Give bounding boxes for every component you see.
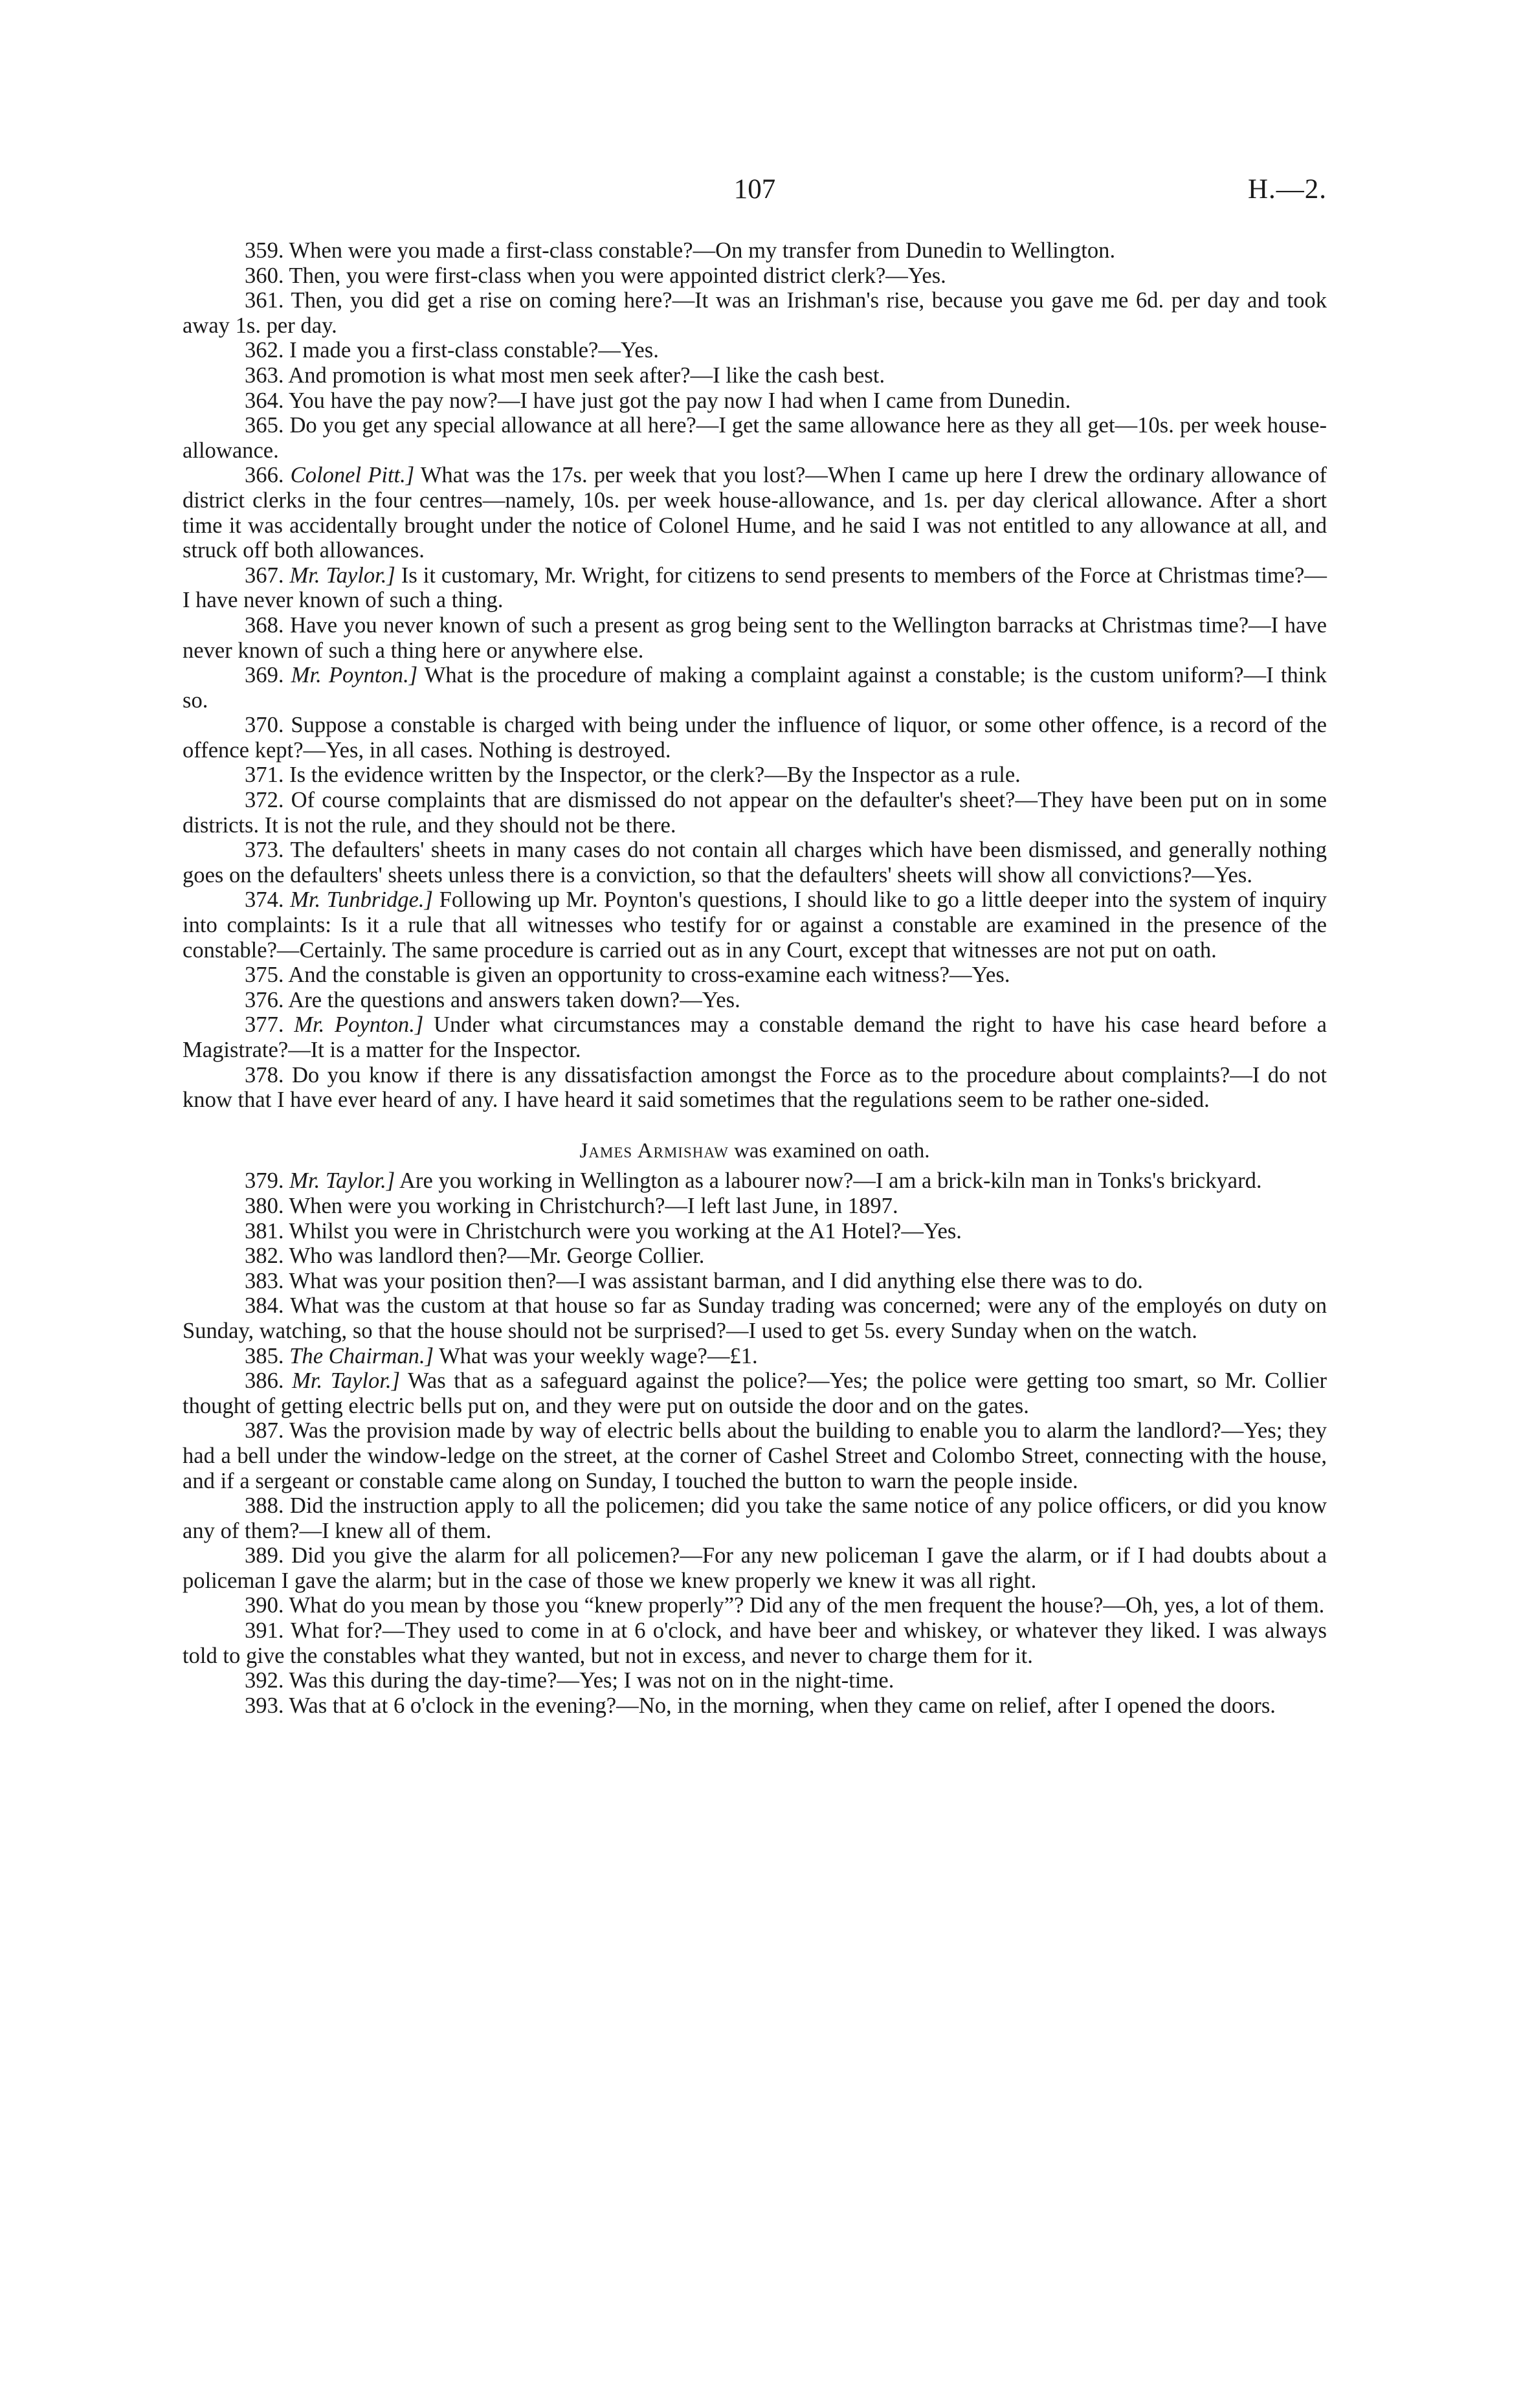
witness-heading-rest: was examined on oath.: [734, 1139, 930, 1163]
question-text: 390. What do you mean by those you “knew properly”? Did any of the men frequent the house?—Oh, yes, a lot of them.: [245, 1593, 1325, 1618]
witness-name: James Armishaw: [579, 1139, 729, 1163]
question-paragraph: [183, 1344, 1327, 1369]
question-text: 375. And the constable is given an opportunity to cross-examine each witness?—Yes.: [245, 963, 1010, 988]
question-paragraph: [183, 788, 1327, 838]
question-paragraph: [183, 1493, 1327, 1543]
question-paragraph: [183, 1593, 1327, 1618]
question-paragraph: [183, 238, 1327, 263]
question-paragraph: [183, 838, 1327, 887]
question-paragraph: [183, 463, 1327, 563]
question-text: 362. I made you a first-class constable?—Yes.: [245, 338, 659, 363]
question-text: 373. The defaulters' sheets in many cases do not contain all charges which have been dismissed, and generally nothing goes on the defaulters' sheets unless there is a conviction, so that the defaulters' sheets will show all convictions?—Yes.: [183, 838, 1327, 887]
question-paragraph: [183, 338, 1327, 363]
question-text: 381. Whilst you were in Christchurch were you working at the A1 Hotel?—Yes.: [245, 1218, 962, 1243]
question-paragraph: [183, 613, 1327, 663]
witness-heading: [183, 1139, 1327, 1164]
question-paragraph: [183, 763, 1327, 788]
speaker-name: Mr. Taylor.]: [292, 1368, 401, 1394]
question-text: 380. When were you working in Christchurch?—I left last June, in 1897.: [245, 1193, 898, 1218]
question-text: 378. Do you know if there is any dissatisfaction amongst the Force as to the procedure about complaints?—I do not know that I have ever heard of any. I have heard it said sometimes that the regulations seem to be rather one-sided.: [183, 1062, 1327, 1113]
question-text: 388. Did the instruction apply to all the policemen; did you take the same notice of any police officers, or did you know any of them?—I knew all of them.: [183, 1493, 1327, 1543]
question-text: 392. Was this during the day-time?—Yes; I was not on in the night-time.: [245, 1668, 894, 1693]
question-paragraph: [183, 1063, 1327, 1113]
question-paragraph: [183, 1668, 1327, 1693]
question-number: 379.: [245, 1168, 284, 1194]
question-text: Under what circumstances may a constable demand the right to have his case heard before a Magistrate?—It is a matter for the Inspector.: [183, 1012, 1327, 1062]
question-text: 359. When were you made a first-class constable?—On my transfer from Dunedin to Wellington.: [245, 238, 1116, 263]
question-text: 371. Is the evidence written by the Inspector, or the clerk?—By the Inspector as a rule.: [245, 763, 1021, 788]
question-text: 382. Who was landlord then?—Mr. George Collier.: [245, 1243, 705, 1269]
question-text: 384. What was the custom at that house so far as Sunday trading was concerned; were any of the employés on duty on Sunday, watching, so that the house should not be surprised?—I used to get 5s. every Sunday when on the watch.: [183, 1293, 1327, 1343]
question-number: 377.: [245, 1012, 284, 1038]
page-number: 107: [733, 174, 776, 205]
page-header: [183, 173, 1327, 212]
question-text: Following up Mr. Poynton's questions, I should like to go a little deeper into the system of inquiry into complaints: Is it a rule that all witnesses who testify for or against a constable are examined in the presence of the constable?—Certainly. The same procedure is carried out as in any Court, except that witnesses are not put on oath.: [183, 887, 1327, 963]
question-paragraph: [183, 1012, 1327, 1062]
question-number: 386.: [245, 1368, 284, 1394]
question-paragraph: [183, 413, 1327, 463]
speaker-name: Colonel Pitt.]: [290, 463, 415, 488]
question-paragraph: [183, 1418, 1327, 1493]
question-paragraph: [183, 1543, 1327, 1593]
document-reference: H.—2.: [1247, 174, 1327, 205]
question-paragraph: [183, 963, 1327, 988]
question-paragraph: [183, 713, 1327, 763]
question-text: 389. Did you give the alarm for all policemen?—For any new policeman I gave the alarm, or if I had doubts about a policeman I gave the alarm; but in the case of those we knew properly we knew it was all right.: [183, 1543, 1327, 1593]
question-paragraph: [183, 1194, 1327, 1219]
speaker-name: Mr. Taylor.]: [289, 1168, 395, 1194]
question-paragraph: [183, 1243, 1327, 1269]
question-text: 383. What was your position then?—I was assistant barman, and I did anything else there was to do.: [245, 1268, 1143, 1293]
question-paragraph: [183, 1693, 1327, 1719]
question-paragraph: [183, 1368, 1327, 1418]
question-text: What was the 17s. per week that you lost?—When I came up here I drew the ordinary allowance of district clerks in the four centres—namely, 10s. per week house-allowance, and 1s. per day clerical allowance. After a short time it was accidentally brought under the notice of Colonel Hume, and he said I was not entitled to any allowance at all, and struck off both allowances.: [183, 463, 1327, 563]
question-text: Is it customary, Mr. Wright, for citizens to send presents to members of the Force at Christmas time?—I have never known of such a thing.: [183, 563, 1327, 613]
question-text: 387. Was the provision made by way of electric bells about the building to enable you to alarm the landlord?—Yes; they had a bell under the window-ledge on the street, at the corner of Cashel Street and Colombo Street, connecting with the house, and if a sergeant or constable came along on Sunday, I touched the button to warn the people inside.: [183, 1418, 1327, 1493]
question-number: 366.: [245, 463, 284, 488]
question-number: 369.: [245, 663, 284, 688]
question-number: 374.: [245, 887, 284, 913]
speaker-name: Mr. Tunbridge.]: [290, 887, 434, 913]
testimony-section-1: [183, 238, 1327, 1113]
question-text: 376. Are the questions and answers taken down?—Yes.: [245, 987, 740, 1012]
question-text: What is the procedure of making a complaint against a constable; is the custom uniform?—I think so.: [183, 663, 1327, 713]
question-paragraph: [183, 1618, 1327, 1668]
question-paragraph: [183, 1219, 1327, 1244]
question-text: 393. Was that at 6 o'clock in the evening?—No, in the morning, when they came on relief, after I opened the doors.: [245, 1693, 1276, 1718]
question-paragraph: [183, 1269, 1327, 1294]
question-text: 360. Then, you were first-class when you were appointed district clerk?—Yes.: [245, 263, 946, 288]
question-paragraph: [183, 1293, 1327, 1343]
question-text: 368. Have you never known of such a present as grog being sent to the Wellington barracks at Christmas time?—I have never known of such a thing here or anywhere else.: [183, 612, 1327, 663]
question-number: 367.: [245, 563, 284, 588]
question-text: What was your weekly wage?—£1.: [439, 1343, 758, 1368]
question-text: 363. And promotion is what most men seek after?—I like the cash best.: [245, 362, 885, 388]
question-text: Are you working in Wellington as a labourer now?—I am a brick-kiln man in Tonks's brickyard.: [399, 1168, 1262, 1194]
document-body: [183, 238, 1327, 1718]
question-paragraph: [183, 563, 1327, 613]
testimony-section-2: [183, 1168, 1327, 1718]
question-text: 361. Then, you did get a rise on coming here?—It was an Irishman's rise, because you gave me 6d. per day and took away 1s. per day.: [183, 288, 1327, 338]
question-paragraph: [183, 363, 1327, 388]
question-text: Was that as a safeguard against the police?—Yes; the police were getting too smart, so Mr. Collier thought of getting electric bells put on, and they were put on outside the door and on the gates.: [183, 1368, 1327, 1418]
speaker-name: The Chairman.]: [289, 1343, 434, 1368]
question-paragraph: [183, 887, 1327, 963]
question-paragraph: [183, 663, 1327, 713]
question-paragraph: [183, 263, 1327, 289]
question-text: 391. What for?—They used to come in at 6 o'clock, and have beer and whiskey, or whatever they liked. I was always told to give the constables what they wanted, but not in excess, and never to charge them for it.: [183, 1618, 1327, 1668]
speaker-name: Mr. Poynton.]: [291, 663, 418, 688]
question-paragraph: [183, 1168, 1327, 1194]
question-paragraph: [183, 288, 1327, 338]
speaker-name: Mr. Taylor.]: [289, 563, 395, 588]
speaker-name: Mr. Poynton.]: [294, 1012, 424, 1038]
question-text: 372. Of course complaints that are dismissed do not appear on the defaulter's sheet?—They have been put on in some districts. It is not the rule, and they should not be there.: [183, 788, 1327, 838]
question-number: 385.: [245, 1343, 284, 1368]
question-text: 364. You have the pay now?—I have just got the pay now I had when I came from Dunedin.: [245, 388, 1071, 413]
question-text: 370. Suppose a constable is charged with being under the influence of liquor, or some other offence, is a record of the offence kept?—Yes, in all cases. Nothing is destroyed.: [183, 713, 1327, 763]
question-paragraph: [183, 388, 1327, 414]
question-text: 365. Do you get any special allowance at all here?—I get the same allowance here as they all get—10s. per week house-allowance.: [183, 413, 1327, 463]
question-paragraph: [183, 988, 1327, 1013]
